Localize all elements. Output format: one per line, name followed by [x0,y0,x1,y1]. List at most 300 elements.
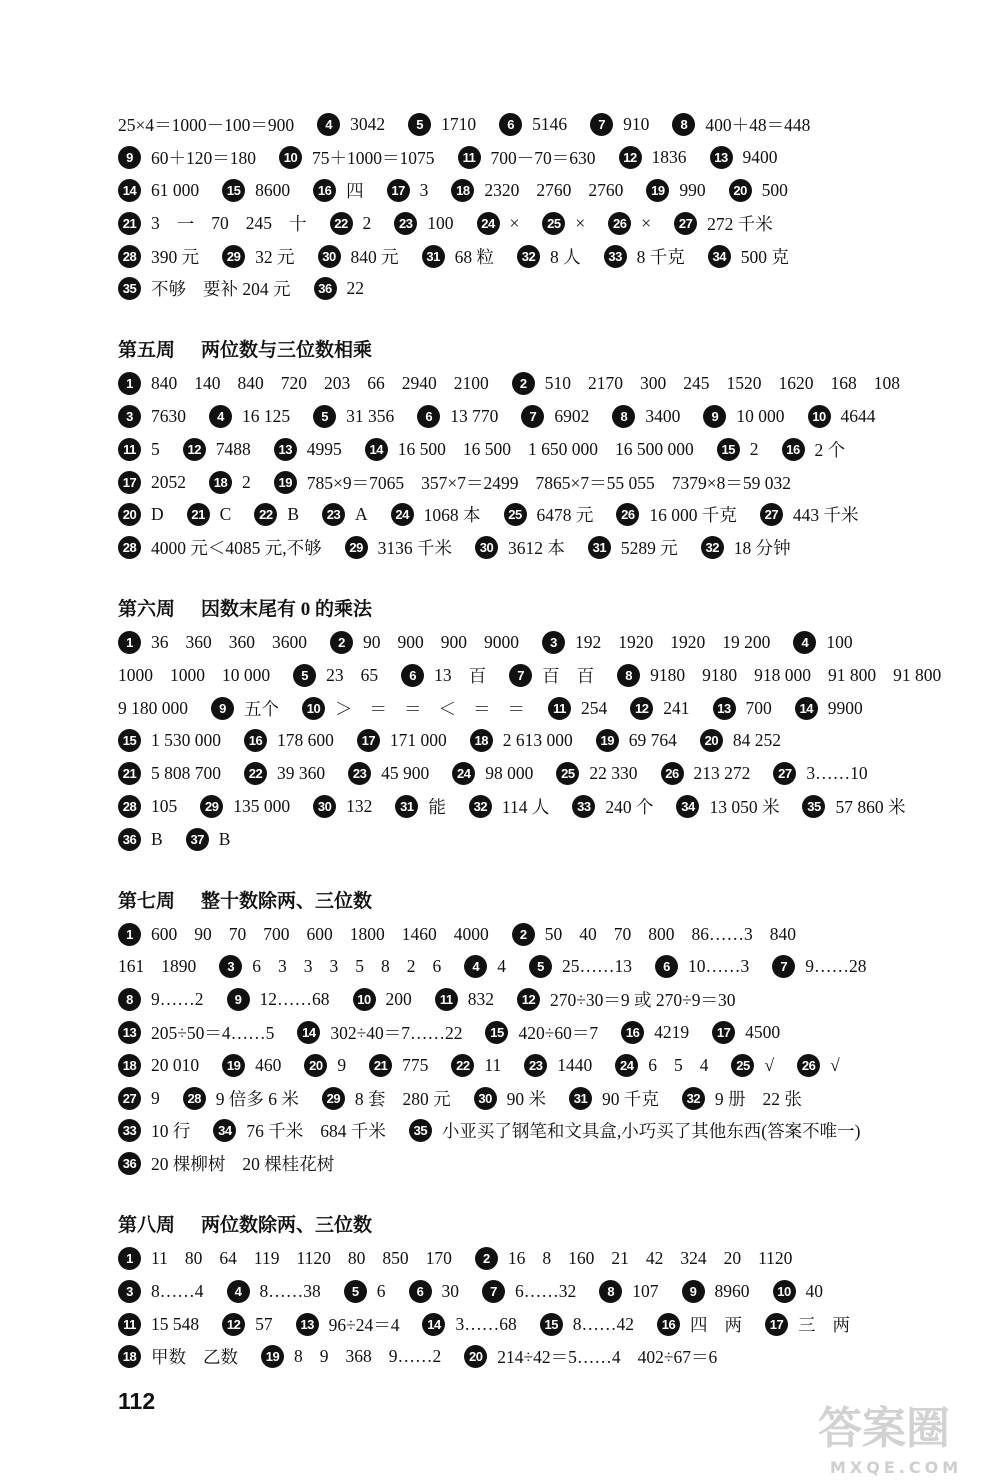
question-number-badge: 4 [464,955,487,978]
question-number-badge: 21 [118,212,141,235]
answer-value: 4000 元＜4085 元,不够 [151,538,322,559]
answer-line [118,1049,988,1082]
question-number-badge: 24 [391,503,414,526]
question-number-badge: 19 [222,1054,245,1077]
question-number-badge: 22 [330,212,353,235]
answer-item [227,1280,321,1303]
answer-item [713,697,772,720]
question-number-badge: 13 [274,438,297,461]
answer-item [391,502,481,527]
question-number-badge: 22 [451,1054,474,1077]
question-number-badge: 28 [183,1087,206,1110]
answer-value: 57 860 米 [835,797,906,818]
answer-value: 11 [484,1054,502,1075]
question-number-badge: 7 [772,955,795,978]
answer-item [458,145,596,170]
answer-value: 3136 千米 [377,538,452,559]
answer-item [512,923,796,946]
week-label: 第七周 [118,890,176,912]
answer-value: 3……68 [455,1313,517,1334]
answer-item [657,1312,742,1337]
answer-value: 254 [581,697,608,718]
answer-item [330,631,519,654]
question-number-badge: 28 [118,536,141,559]
answer-line [118,141,988,174]
answer-value: 4219 [654,1022,690,1043]
answer-value: 850 [382,1248,409,1268]
answer-value: 两 [724,1314,742,1335]
question-number-badge: 8 [617,664,640,687]
answer-value: 9 180 000 [118,697,188,718]
answer-value: 3……10 [806,763,868,784]
answer-item [765,1312,850,1337]
question-number-badge: 6 [499,113,522,136]
answer-value: 205÷50＝4……5 [151,1023,275,1044]
question-number-badge: 12 [183,438,206,461]
answer-value: 2 个 [814,439,846,460]
answer-value: 39 360 [277,763,326,784]
answer-item [599,1280,658,1303]
answer-line [118,240,988,273]
answer-value: B [287,504,300,525]
question-number-badge: 35 [409,1119,432,1142]
question-number-badge: 34 [213,1119,236,1142]
answer-line [118,692,988,725]
question-number-badge: 10 [279,146,302,169]
question-number-badge: 18 [451,179,474,202]
question-number-badge: 4 [227,1280,250,1303]
question-number-badge: 22 [254,503,277,526]
answer-value: 40 [805,1280,823,1301]
answer-item [313,405,394,428]
question-number-badge: 9 [703,405,726,428]
answer-line [118,790,988,823]
answer-item [621,1021,689,1044]
answer-value: 1620 [778,373,814,394]
answer-item [274,470,791,495]
answer-value: 390 元 [151,246,200,267]
answer-value: 9……2 [151,989,204,1010]
answer-item [118,988,204,1011]
question-number-badge: 8 [118,988,141,1011]
answer-line [118,983,988,1016]
answer-item [630,697,689,720]
question-number-badge: 18 [470,729,493,752]
question-number-badge: 12 [222,1313,245,1336]
answer-value: 241 [663,697,690,718]
answer-line [118,1115,988,1148]
question-number-badge: 12 [517,988,540,1011]
answer-line [118,659,988,692]
question-number-badge: 13 [710,146,733,169]
answer-item [118,729,221,752]
answer-value: A [355,504,368,525]
answer-value: 245 [245,212,272,233]
answer-value: 213 272 [693,763,751,784]
answer-value: 1068 本 [423,505,481,526]
question-number-badge: 20 [700,729,723,752]
answer-item [118,535,322,560]
answer-value: 1 530 000 [151,730,221,751]
question-number-badge: 26 [661,762,684,785]
question-number-badge: 35 [118,277,141,300]
answer-value: 171 000 [389,730,447,751]
answer-item [773,1280,824,1303]
answer-value: 135 000 [233,796,291,817]
question-number-badge: 9 [118,146,141,169]
answer-item [700,729,781,752]
answer-value: 1120 [296,1248,331,1268]
answer-item [529,955,632,978]
answer-value: 20 [723,1248,742,1268]
answer-value: 9900 [827,697,863,718]
section-title: 两位数与三位数相乘 [201,340,373,362]
answer-value: 3 [151,212,160,233]
answer-item [317,113,385,136]
question-number-badge: 27 [760,503,783,526]
answer-value: 3612 本 [508,538,565,559]
answer-item [118,145,256,170]
answer-value: 36 [151,632,169,653]
answer-value: 200 [385,989,412,1010]
answer-value: 7379×8＝59 032 [671,472,791,493]
answer-value: 168 [830,373,857,394]
answer-value: 1800 [349,923,385,944]
answer-value: 70 [211,212,229,233]
answer-value: B [151,828,163,849]
answer-item [395,794,446,819]
question-number-badge: 11 [118,1313,141,1336]
question-number-badge: 7 [521,405,544,428]
question-number-badge: 5 [313,405,336,428]
question-number-badge: 18 [118,1345,141,1368]
answer-value: 2 [406,956,416,977]
answer-value: 百 [576,665,595,686]
question-number-badge: 26 [616,503,639,526]
answer-value: ＝ [473,698,491,719]
question-number-badge: 29 [345,536,368,559]
answer-value: 119 [253,1248,280,1268]
answer-line [118,109,988,142]
question-number-badge: 10 [353,988,376,1011]
answer-value: 832 [467,989,494,1010]
answer-value: 小亚买了钢笔和文具盒,小巧买了其他东西(答案不唯一) [441,1121,861,1142]
answer-item [729,179,788,202]
question-number-badge: 26 [797,1054,820,1077]
watermark-logo: 答案圈 [818,1403,950,1454]
answer-line [118,433,988,466]
answer-item [712,1021,780,1044]
answer-value: 百 [468,665,487,686]
question-number-badge: 10 [302,697,325,720]
question-number-badge: 5 [293,664,316,687]
section-heading [118,334,988,367]
answer-value: 百 [542,665,560,686]
answer-value: 11 [151,1248,168,1268]
answer-item [572,794,653,819]
question-number-badge: 13 [118,1021,141,1044]
answer-line [118,1308,988,1341]
answer-value: 2940 [401,373,437,394]
answer-item [773,762,867,785]
answer-value: 684 千米 [320,1121,386,1142]
question-number-badge: 3 [542,631,565,654]
answer-item [615,1054,708,1077]
answer-value: 16 500 000 [615,438,694,459]
question-number-badge: 6 [409,1280,432,1303]
answer-value: 500 克 [740,246,789,267]
answer-value: 91 800 [828,664,877,685]
answer-value: 700 [263,923,290,944]
question-number-badge: 28 [118,245,141,268]
answer-value: 98 000 [485,763,534,784]
question-number-badge: 27 [773,762,796,785]
answer-value: 8 [381,956,390,977]
answer-value: 2320 [484,180,520,201]
question-number-badge: 23 [322,503,345,526]
question-number-badge: 15 [717,438,740,461]
answer-item [646,179,705,202]
question-number-badge: 31 [569,1087,592,1110]
answer-value: 400＋48＝448 [705,115,811,136]
answer-value: 240 个 [605,797,654,818]
answer-value: 8 套 [354,1088,386,1109]
section-title: 整十数除两、三位数 [201,890,373,912]
question-number-badge: 36 [118,828,141,851]
answer-value: 1440 [557,1054,593,1075]
answer-item [569,1086,659,1111]
answer-item [524,1054,592,1077]
question-number-badge: 9 [682,1280,705,1303]
answer-value: 16 000 千克 [649,505,737,526]
answer-value: 1460 [401,923,437,944]
answer-item [772,955,866,978]
answer-line [118,273,988,306]
answer-line [118,823,988,856]
question-number-badge: 30 [318,245,341,268]
answer-value: 25……13 [562,956,632,977]
answer-value: 500 [761,180,788,201]
answer-value: 4500 [745,1022,781,1043]
answer-item [485,1020,598,1045]
answer-item [304,1054,346,1077]
answer-value: 84 252 [732,730,781,751]
answer-value: 10 000 [222,664,271,685]
answer-value: 900 [397,632,424,653]
answer-value: 300 [640,373,667,394]
question-number-badge: 16 [621,1021,644,1044]
question-number-badge: 1 [118,372,141,395]
answer-value: √ [764,1054,775,1075]
answer-item [313,795,372,818]
answer-value: D [151,504,164,525]
answer-value: 272 千米 [707,213,773,234]
answer-value: ＝ [507,698,525,719]
answer-value: × [641,212,652,233]
answer-item [118,762,221,785]
answer-section [118,1209,988,1373]
answer-value: 203 [324,373,351,394]
answer-item [408,113,476,136]
answer-item [118,1280,204,1303]
answer-item [118,1020,274,1045]
question-number-badge: 36 [118,1152,141,1175]
answer-value: 13 050 米 [709,797,780,818]
answer-item [222,1054,281,1077]
answer-item [588,535,678,560]
question-number-badge: 12 [619,146,642,169]
answer-item [330,212,372,235]
answer-item [118,1151,334,1176]
question-number-badge: 3 [118,1280,141,1303]
answer-value: 420÷60＝7 [518,1023,599,1044]
answer-item [394,212,453,235]
answer-item [274,438,342,461]
question-number-badge: 5 [408,113,431,136]
answer-value: 160 [568,1248,595,1268]
answer-value: 840 元 [350,246,399,267]
answer-value: 90 [363,632,381,653]
answer-value: ＞ [335,698,353,719]
answer-item [474,1086,546,1111]
answer-value: 800 [648,923,675,944]
question-number-badge: 18 [118,1054,141,1077]
answer-value: 9180 [650,664,686,685]
answer-value: √ [830,1054,840,1075]
section-heading [118,593,988,626]
answer-item [451,1054,501,1077]
question-number-badge: 19 [274,471,297,494]
answer-section [118,885,988,1180]
question-number-badge: 10 [773,1280,796,1303]
answer-item [222,244,294,269]
answer-value: 1920 [670,632,706,653]
answer-value: 40 [579,923,597,944]
question-number-badge: 21 [369,1054,392,1077]
answer-item [672,112,810,137]
answer-value: 3 [303,956,313,977]
answer-value: 7865×7＝55 055 [535,472,655,493]
answer-line [118,951,988,984]
question-number-badge: 23 [394,212,417,235]
answer-item [717,438,759,461]
answer-item [521,405,589,428]
answer-item [118,1344,238,1369]
answer-item [118,795,177,818]
answer-value: 245 [683,373,710,394]
answer-value: 1120 [758,1248,793,1268]
answer-value: 2 [242,471,251,492]
answer-value: 4 [497,956,506,977]
answer-item [616,502,737,527]
answer-item [369,1054,428,1077]
question-number-badge: 9 [211,697,234,720]
question-number-badge: 34 [708,245,731,268]
answer-value: 910 [623,114,650,135]
answer-line [118,466,988,499]
answer-item [797,1054,840,1077]
answer-value: 360 [185,632,212,653]
section-title: 两位数除两、三位数 [201,1215,373,1237]
answer-value: 8600 [255,180,291,201]
answer-value: 9180 [702,664,738,685]
answer-value: 19 200 [722,632,771,653]
answer-value: 9 倍多 6 米 [215,1088,299,1109]
question-number-badge: 1 [118,923,141,946]
answer-value: 4644 [840,406,876,427]
question-number-badge: 15 [222,179,245,202]
answer-item [222,1313,273,1336]
answer-item [760,502,859,527]
answer-value: 90 千克 [602,1088,659,1109]
answer-value: 720 [280,373,307,394]
answer-value: 7630 [151,406,186,427]
answer-value: 9000 [484,632,519,653]
answer-item [676,794,779,819]
answer-item [703,405,784,428]
answer-item [118,211,307,236]
answer-item [118,1118,190,1143]
answer-item [118,503,164,526]
answer-value: 140 [194,373,221,394]
answer-item [469,794,549,819]
answer-item [118,276,291,301]
answer-item [556,762,637,785]
answer-item [802,794,905,819]
answer-item [808,405,876,428]
question-number-badge: 3 [118,405,141,428]
watermark-site: MXQE.COM [830,1458,963,1477]
week-label: 第八周 [118,1215,176,1237]
answer-value: 20 棵桂花树 [242,1154,335,1175]
answer-line [118,531,988,564]
answer-item [504,502,594,527]
answer-item [464,955,506,978]
question-number-badge: 25 [504,503,527,526]
question-number-badge: 8 [612,405,635,428]
answer-item [296,1312,400,1337]
question-number-badge: 17 [357,729,380,752]
question-number-badge: 1 [118,1247,141,1270]
answer-value: 68 粒 [454,246,494,267]
answer-value: 4 [699,1054,709,1075]
answer-value: 65 [360,664,379,685]
question-number-badge: 17 [765,1313,788,1336]
answer-value: 32 元 [255,246,295,267]
answer-item [344,1280,386,1303]
answer-section [118,334,988,564]
answer-value: 785×9＝7065 [306,472,405,493]
answer-value: 368 [345,1346,372,1367]
answer-value: 107 [632,1280,659,1301]
answer-value: 9……28 [805,956,867,977]
answer-value: 270÷30＝9 或 270÷9＝30 [550,990,736,1011]
answer-item [183,1086,299,1111]
answer-line [118,626,988,659]
answer-value: 2 [362,212,372,233]
week-label: 第五周 [118,340,176,362]
answer-item [387,179,429,202]
answer-value: 700 [745,697,772,718]
answer-item [211,696,279,721]
answer-value: 600 [306,923,333,944]
answer-line [118,1242,988,1275]
question-number-badge: 32 [469,795,492,818]
question-number-badge: 14 [795,697,818,720]
answer-value: 114 人 [501,797,550,818]
question-number-badge: 11 [458,146,481,169]
answer-item [314,277,365,300]
